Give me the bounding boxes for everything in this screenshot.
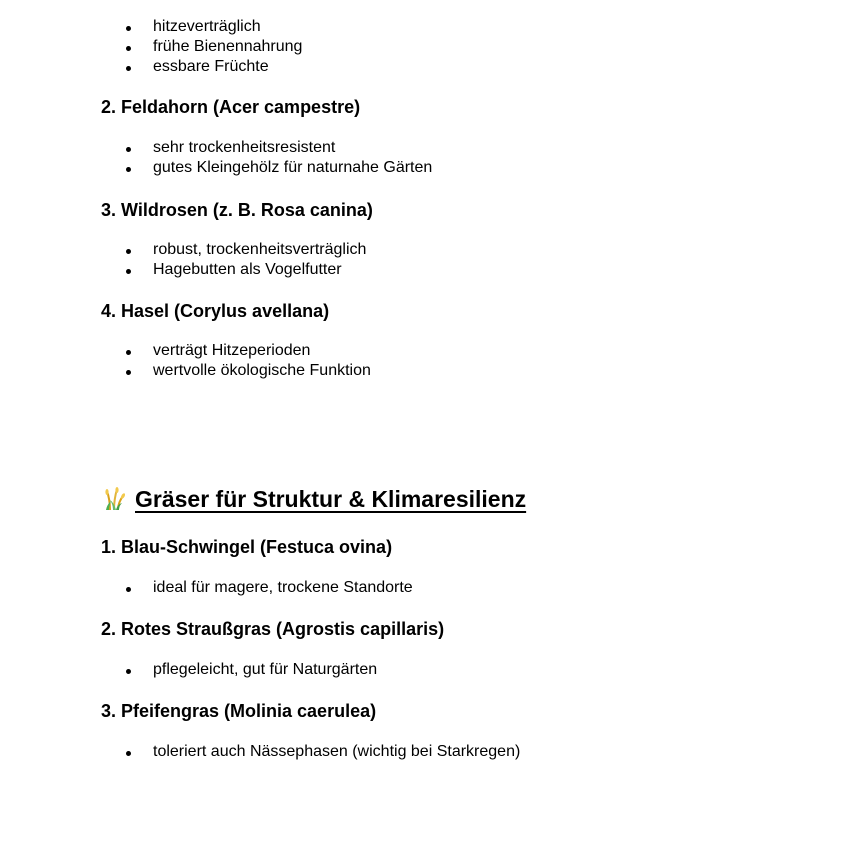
list-item-text: toleriert auch Nässephasen (wichtig bei Starkregen) (153, 743, 521, 760)
bullet-dot-icon (126, 46, 131, 51)
list-item (0, 361, 371, 381)
list-item (0, 260, 366, 280)
list-item-text: Hagebutten als Vogelfutter (153, 261, 342, 278)
list-item (0, 57, 302, 77)
shrub-heading-hasel: 4. Hasel (Corylus avellana) (101, 301, 330, 321)
list-item (0, 17, 302, 37)
bullet-dot-icon (126, 370, 131, 375)
grass-bullets-pfeifengras (0, 742, 520, 762)
list-item-text: ideal für magere, trockene Standorte (153, 579, 413, 596)
list-item-text: sehr trockenheitsresistent (153, 139, 336, 156)
bullet-dot-icon (126, 587, 131, 592)
list-item-text: essbare Früchte (153, 58, 269, 75)
list-item (0, 578, 413, 598)
grass-plant-icon (101, 487, 135, 511)
section-title-text: Gräser für Struktur & Klimaresilienz (135, 486, 527, 512)
list-item-text: verträgt Hitzeperioden (153, 342, 311, 359)
list-item (0, 37, 302, 57)
bullet-dot-icon (126, 26, 131, 31)
bullet-dot-icon (126, 147, 131, 152)
shrub-bullets-hasel (0, 341, 371, 381)
list-item (0, 158, 432, 178)
list-item-text: pflegeleicht, gut für Naturgärten (153, 661, 378, 678)
list-item-text: wertvolle ökologische Funktion (153, 362, 371, 379)
grass-bullets-rotes-straussgras (0, 660, 377, 680)
list-item-text: gutes Kleingehölz für naturnahe Gärten (153, 159, 433, 176)
grass-heading-blau-schwingel: 1. Blau-Schwingel (Festuca ovina) (101, 537, 393, 557)
list-item (0, 742, 520, 762)
bullet-dot-icon (126, 66, 131, 71)
list-item (0, 240, 366, 260)
list-item (0, 341, 371, 361)
list-item (0, 138, 432, 158)
bullet-dot-icon (126, 249, 131, 254)
section-title-grasses (101, 484, 526, 514)
list-item-text: robust, trockenheitsverträglich (153, 241, 367, 258)
grass-bullets-blau-schwingel (0, 578, 413, 598)
shrub-heading-wildrosen: 3. Wildrosen (z. B. Rosa canina) (101, 200, 373, 220)
grass-heading-pfeifengras: 3. Pfeifengras (Molinia caerulea) (101, 701, 377, 721)
bullet-dot-icon (126, 669, 131, 674)
bullet-dot-icon (126, 167, 131, 172)
list-item (0, 660, 377, 680)
bullet-dot-icon (126, 350, 131, 355)
bullet-dot-icon (126, 751, 131, 756)
list-item-text: frühe Bienennahrung (153, 38, 303, 55)
grass-heading-rotes-straussgras: 2. Rotes Straußgras (Agrostis capillaris) (101, 619, 445, 639)
top-bullet-list (0, 17, 302, 77)
list-item-text: hitzeverträglich (153, 18, 261, 35)
shrub-bullets-wildrosen (0, 240, 366, 280)
bullet-dot-icon (126, 269, 131, 274)
shrub-heading-feldahorn: 2. Feldahorn (Acer campestre) (101, 97, 361, 117)
shrub-bullets-feldahorn (0, 138, 432, 178)
